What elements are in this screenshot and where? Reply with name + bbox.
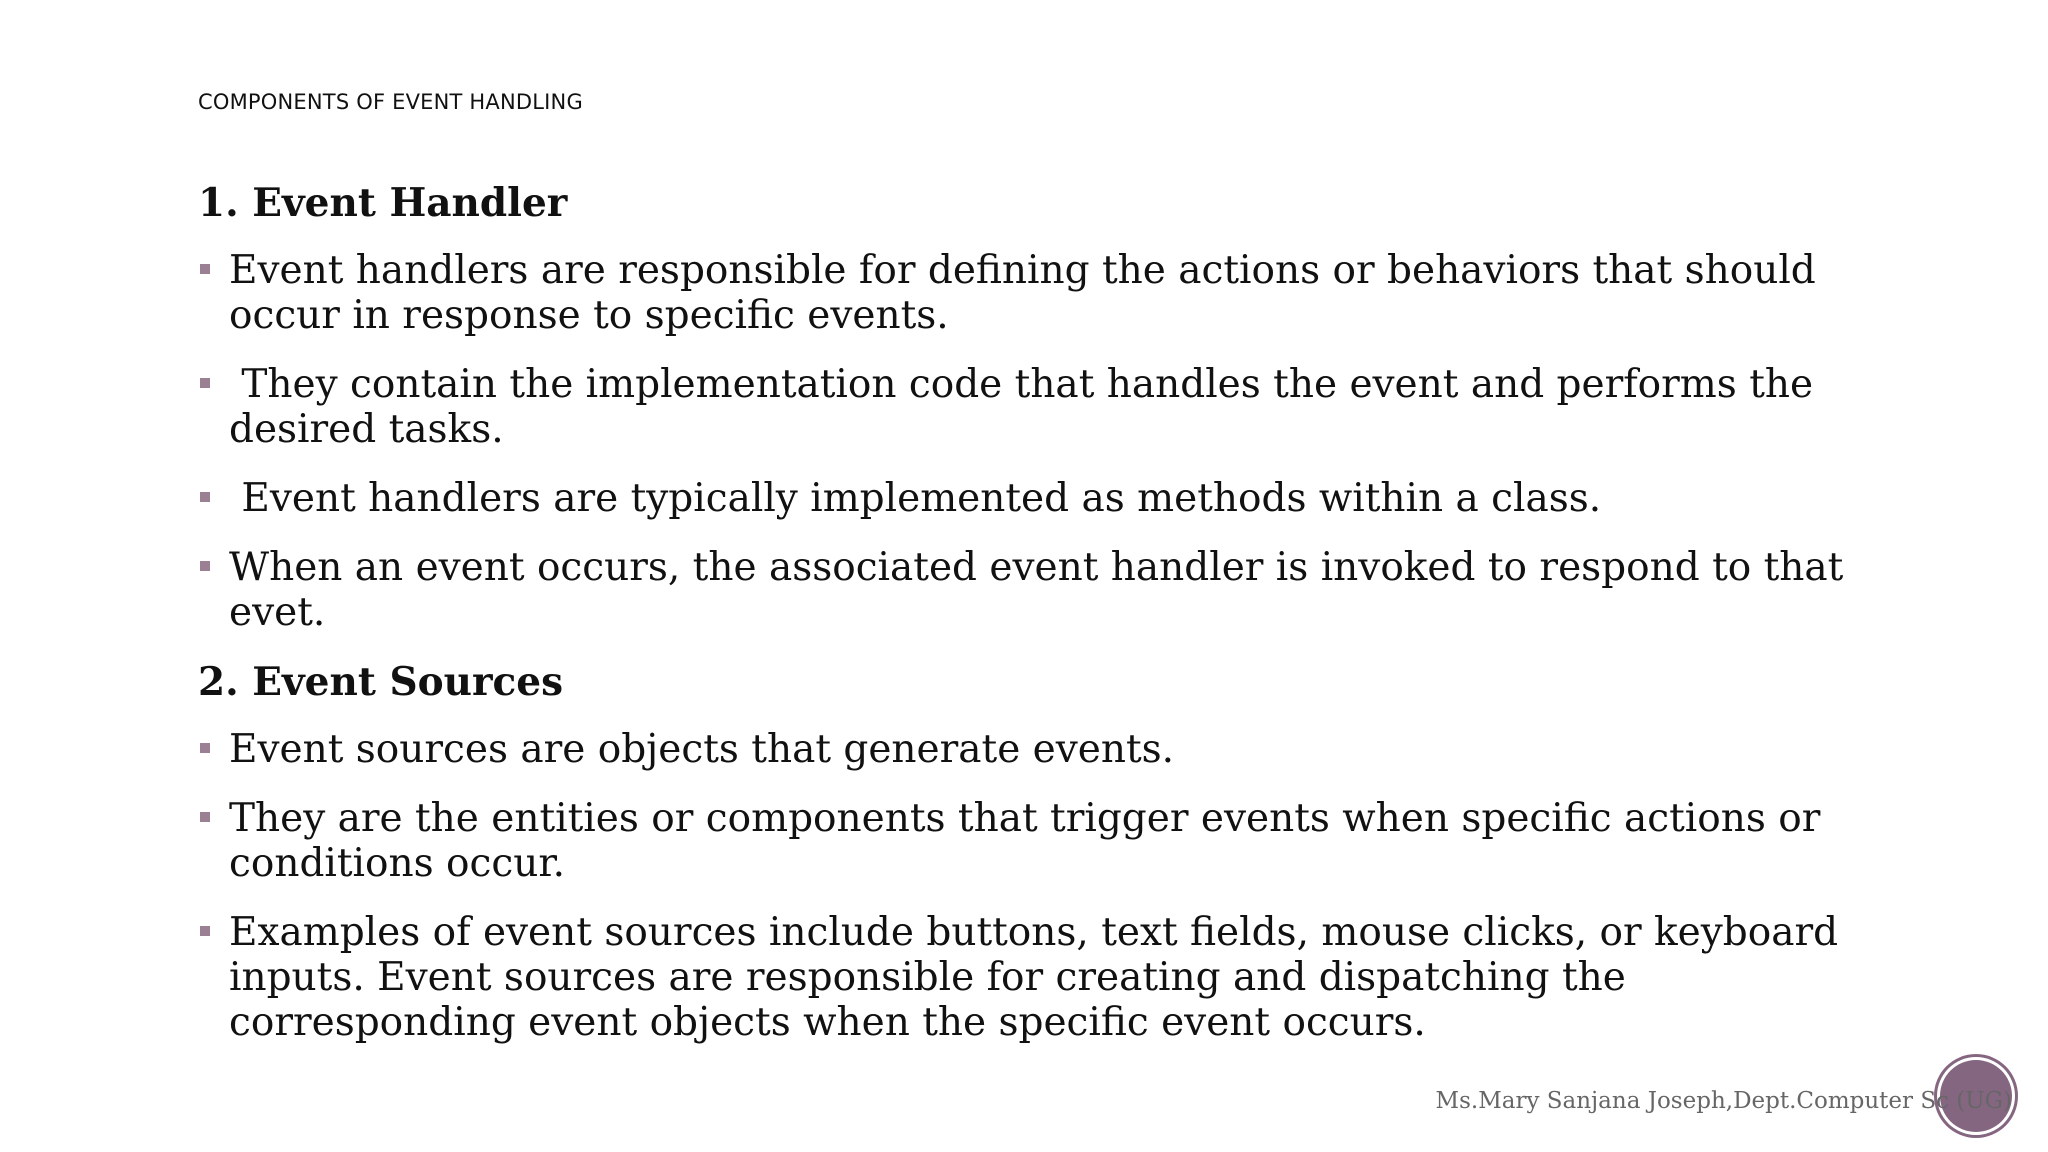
bullet-marker xyxy=(200,492,210,502)
bullet-marker xyxy=(200,378,210,388)
bullet-text: They are the entities or components that trigger events when specific actions or conditions occur. xyxy=(229,796,1821,886)
bullet-marker xyxy=(200,743,210,753)
bullet-item xyxy=(198,476,1898,521)
bullet-text: They contain the implementation code that handles the event and performs the desired tasks. xyxy=(229,362,1826,452)
bullet-text: Event sources are objects that generate events. xyxy=(229,727,1175,772)
bullet-marker xyxy=(200,561,210,571)
bullet-item xyxy=(198,248,1898,338)
slide-content xyxy=(198,180,1898,1069)
section-heading-event-handler: 1. Event Handler xyxy=(198,180,568,226)
bullet-item xyxy=(198,362,1898,452)
bullet-text: Examples of event sources include buttons, text fields, mouse clicks, or keyboard inputs. Event sources are responsible for creating and dispatching the corresponding event objects when the specific event occurs. xyxy=(229,910,1839,1045)
bullet-text: Event handlers are typically implemented as methods within a class. xyxy=(229,476,1602,521)
bullet-item xyxy=(198,545,1898,635)
slide-title: COMPONENTS OF EVENT HANDLING xyxy=(198,90,583,114)
bullet-text: When an event occurs, the associated event handler is invoked to respond to that evet. xyxy=(229,545,1844,635)
bullet-item xyxy=(198,727,1898,772)
bullet-marker xyxy=(200,812,210,822)
bullet-marker xyxy=(200,264,210,274)
section-heading-event-sources: 2. Event Sources xyxy=(198,659,564,705)
bullet-text: Event handlers are responsible for defining the actions or behaviors that should occur in response to specific events. xyxy=(229,248,1816,338)
footer-author: Ms.Mary Sanjana Joseph,Dept.Computer Sc (UG) xyxy=(1435,1088,2012,1114)
bullet-item xyxy=(198,910,1898,1045)
bullet-item xyxy=(198,796,1898,886)
bullet-marker xyxy=(200,926,210,936)
